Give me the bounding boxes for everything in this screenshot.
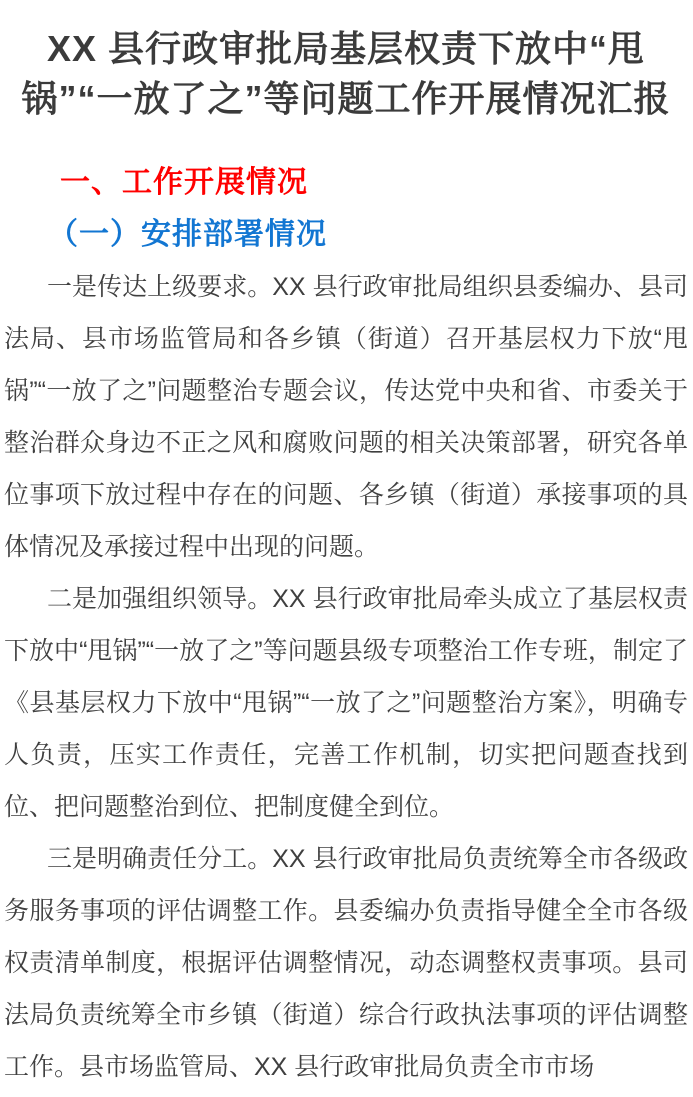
paragraph-strengthen-leadership: 二是加强组织领导。XX 县行政审批局牵头成立了基层权责下放中“甩锅”“一放了之”等问题县级专项整治工作专班，制定了《县基层权力下放中“甩锅”“一放了之”问题整治方案》，明确专人负责，压实工作责任，完善工作机制，切实把问题查找到位、把问题整治到位、把制度健全到位。 — [4, 585, 688, 821]
section-heading-work-progress: 一、工作开展情况 — [60, 166, 308, 199]
paragraph-convey-requirements: 一是传达上级要求。XX 县行政审批局组织县委编办、县司法局、县市场监管局和各乡镇（街道）召开基层权力下放“甩锅”“一放了之”问题整治专题会议，传达党中央和省、市委关于整治群众身边不正之风和腐败问题的相关决策部署，研究各单位事项下放过程中存在的问题、各乡镇（街道）承接事项的具体情况及承接过程中出现的问题。 — [4, 273, 688, 561]
document-title: XX 县行政审批局基层权责下放中“甩锅”“一放了之”等问题工作开展情况汇报 — [21, 28, 671, 119]
subsection-heading-arrangement: （一）安排部署情况 — [48, 218, 327, 251]
paragraph-clarify-responsibilities: 三是明确责任分工。XX 县行政审批局负责统筹全市各级政务服务事项的评估调整工作。县委编办负责指导健全全市各级权责清单制度，根据评估调整情况，动态调整权责事项。县司法局负责统筹全市乡镇（街道）综合行政执法事项的评估调整工作。县市场监管局、XX 县行政审批局负责全市市场 — [4, 845, 688, 1081]
